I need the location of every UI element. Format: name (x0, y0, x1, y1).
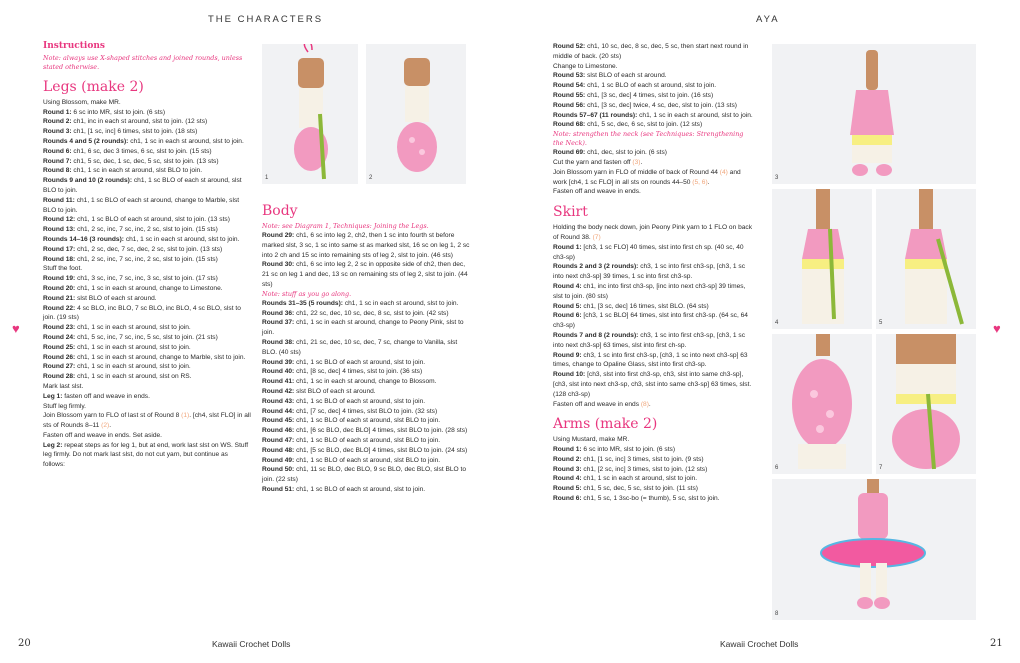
pattern-row: Round 12: ch1, 1 sc BLO of each st around, slst to join. (13 sts) (43, 216, 230, 224)
fasten-off: Fasten off and weave in ends. (553, 188, 641, 196)
skirt-end: Fasten off and weave in ends (8). (553, 400, 651, 408)
pattern-row: Rounds 9 and 10 (2 rounds): ch1, 1 sc BLO of each st around, slst BLO to join. (43, 177, 242, 194)
pattern-row: Round 55: ch1, [3 sc, dec] 4 times, slst to join. (16 sts) (553, 91, 714, 99)
pattern-row: Round 20: ch1, 1 sc in each st around, change to Limestone. (43, 284, 223, 292)
pattern-row: Round 29: ch1, 6 sc into leg 2, ch2, then 1 sc into fourth st before marked slst, 3 sc, 1 sc into same st as marked slst, 16 sc on leg 1, 2 sc into 2 ch and 15 sc into remaining sts of leg 2, slst to join. (46 sts) (262, 232, 470, 259)
running-header-right: AYA (756, 14, 780, 25)
photo-5-number: 5 (879, 320, 883, 326)
footer-title-right: Kawaii Crochet Dolls (720, 639, 799, 649)
body-heading: Body (262, 203, 298, 219)
pattern-row: Round 44: ch1, [7 sc, dec] 4 times, slst BLO to join. (32 sts) (262, 407, 438, 415)
pattern-row: Round 50: ch1, 11 sc BLO, dec BLO, 9 sc BLO, dec BLO, slst BLO to join. (22 sts) (262, 466, 467, 484)
pattern-row: Round 17: ch1, 2 sc, dec, 7 sc, dec, 2 sc, slst to join. (13 sts) (43, 245, 223, 253)
pattern-row: Rounds 2 and 3 (2 rounds): ch3, 1 sc into first ch3-sp, [ch3, 1 sc into next ch3-sp] 39 times, 1 sc into first ch3-sp. (553, 263, 746, 281)
pattern-row: Round 38: ch1, 21 sc, dec, 10 sc, dec, 7 sc, change to Vanilla, slst BLO. (40 sts) (262, 338, 458, 356)
pattern-row: Round 1: 6 sc into MR, slst to join. (6 sts) (43, 108, 166, 116)
footer-title-left: Kawaii Crochet Dolls (212, 639, 291, 649)
heart-icon: ♥ (993, 321, 1001, 336)
join-blossom: Join Blossom yarn in FLO of middle of back of Round 44 (4) and work [ch4, 1 sc FLO] in all sts on rounds 44–50 (5, 6). (553, 168, 741, 186)
pattern-row: Round 10: [ch3, slst into first ch3-sp, ch3, slst into same ch3-sp], [ch3, slst into next ch3-sp, ch3, slst into same ch3-sp] 63 times, slst. (128 ch3-sp) (553, 371, 752, 398)
pattern-row: Round 56: ch1, [3 sc, dec] twice, 4 sc, dec, slst to join. (13 sts) (553, 101, 737, 109)
photo-1 (262, 44, 358, 184)
pattern-row: Round 1: 6 sc into MR, slst to join. (6 sts) (553, 446, 676, 454)
pattern-row: Round 5: ch1, 5 sc, dec, 5 sc, slst to join. (11 sts) (553, 485, 698, 493)
pattern-row: Round 1: [ch3, 1 sc FLO] 40 times, slst into first ch sp. (40 sc, 40 ch3-sp) (553, 243, 744, 261)
pattern-row: Round 28: ch1, 1 sc in each st around, slst on RS. (43, 373, 192, 381)
photo-5 (876, 189, 976, 329)
pattern-row: Rounds 57–67 (11 rounds): ch1, 1 sc in each st around, slst to join. (553, 111, 753, 119)
running-header-left: THE CHARACTERS (208, 14, 324, 25)
neck-note: Note: strengthen the neck (see Techniques: Strengthening the Neck). (553, 130, 744, 148)
pattern-row: Round 9: ch3, 1 sc into first ch3-sp, [ch3, 1 sc into next ch3-sp] 63 times, change to Opaline Glass, slst into first ch3-sp. (553, 351, 748, 369)
page-number-left: 20 (18, 638, 31, 649)
photo-2 (366, 44, 466, 184)
pattern-row: Round 48: ch1, [5 sc BLO, dec BLO] 4 times, slst BLO to join. (24 sts) (262, 446, 468, 454)
pattern-row: Round 46: ch1, [6 sc BLO, dec BLO] 4 times, slst BLO to join. (28 sts) (262, 427, 468, 435)
pattern-row: Round 39: ch1, 1 sc BLO of each st around, slst to join. (262, 358, 426, 366)
pattern-row: Round 3: ch1, [2 sc, inc] 3 times, slst to join. (12 sts) (553, 465, 708, 473)
pattern-row: Round 47: ch1, 1 sc BLO of each st around, slst BLO to join. (262, 436, 441, 444)
skirt-intro: Holding the body neck down, join Peony Pink yarn to 1 FLO on back of Round 38. (7) (553, 224, 753, 241)
pattern-row: Round 53: slst BLO of each st around. (553, 72, 667, 80)
page-number-right: 21 (990, 638, 1003, 649)
pattern-row: Rounds 7 and 8 (2 rounds): ch3, 1 sc into first ch3-sp, [ch3, 1 sc into next ch3-sp] 63 times, slst into first ch-sp. (553, 331, 746, 349)
pattern-row: Round 54: ch1, 1 sc BLO of each st around, slst to join. (553, 82, 717, 90)
pattern-row: Round 6: ch1, 5 sc, 1 3sc-bo (= thumb), 5 sc, slst to join. (553, 495, 720, 503)
pattern-row: Round 4: ch1, inc into first ch3-sp, [inc into next ch3-sp] 39 times, slst to join. (80 sts) (553, 282, 746, 300)
pattern-row: Round 68: ch1, 5 sc, dec, 6 sc, slst to join. (12 sts) (553, 121, 703, 129)
pattern-row: Rounds 14–16 (3 rounds): ch1, 1 sc in each st around, slst to join. (43, 235, 240, 243)
photo-7 (876, 334, 976, 474)
pattern-row: Round 27: ch1, 1 sc in each st around, slst to join. (43, 363, 191, 371)
pattern-row: Round 40: ch1, [8 sc, dec] 4 times, slst to join. (36 sts) (262, 368, 423, 376)
pattern-row: Round 26: ch1, 1 sc in each st around, change to Marble, slst to join. (43, 353, 246, 361)
instructions-heading: Instructions (43, 41, 105, 51)
pattern-row: Change to Limestone. (553, 62, 618, 70)
pattern-row: Round 24: ch1, 5 sc, inc, 7 sc, inc, 5 sc, slst to join. (21 sts) (43, 333, 218, 341)
pattern-row: Round 19: ch1, 3 sc, inc, 7 sc, inc, 3 sc, slst to join. (17 sts) (43, 275, 218, 283)
photo-4 (772, 189, 872, 329)
body-note: Note: see Diagram 1, Techniques: Joining the Legs. (262, 222, 429, 230)
pattern-row: Round 25: ch1, 1 sc in each st around, slst to join. (43, 343, 191, 351)
pattern-row: Fasten off and weave in ends. Set aside. (43, 431, 163, 439)
photo-8 (772, 479, 976, 620)
legs-using: Using Blossom, make MR. (43, 98, 121, 106)
photo-2-number: 2 (369, 175, 373, 181)
photo-8-number: 8 (775, 611, 779, 617)
pattern-row: Round 18: ch1, 2 sc, inc, 7 sc, inc, 2 sc, slst to join. (15 sts) (43, 255, 218, 263)
pattern-row: Round 2: ch1, [1 sc, inc] 3 times, slst to join. (9 sts) (553, 455, 704, 463)
photo-1-number: 1 (265, 175, 269, 181)
pattern-row: Round 7: ch1, 5 sc, dec, 1 sc, dec, 5 sc, slst to join. (13 sts) (43, 157, 219, 165)
pattern-row: Round 30: ch1, 6 sc into leg 2, 2 sc in opposite side of ch2, then dec, 21 sc on leg 1 and dec, 13 sc on remaining sts of leg 2, slst to join. (44 sts) (262, 261, 468, 288)
pattern-row: Round 52: ch1, 10 sc, dec, 8 sc, dec, 5 sc, then start next round in middle of back. (20 sts) (553, 43, 749, 60)
pattern-row: Round 11: ch1, 1 sc BLO of each st around, change to Marble, slst BLO to join. (43, 196, 240, 214)
photo-7-number: 7 (879, 465, 883, 471)
pattern-row: Mark last slst. (43, 382, 84, 390)
heart-icon: ♥ (12, 321, 20, 336)
skirt-heading: Skirt (553, 204, 588, 221)
photo-4-number: 4 (775, 320, 779, 326)
photo-6-number: 6 (775, 465, 779, 471)
pattern-row: Rounds 31–35 (5 rounds): ch1, 1 sc in each st around, slst to join. (262, 299, 459, 307)
pattern-row: Round 2: ch1, inc in each st around, slst to join. (12 sts) (43, 118, 208, 126)
pattern-row: Round 5: ch1, [3 sc, dec] 16 times, slst BLO. (64 sts) (553, 302, 709, 310)
photo-3 (772, 44, 976, 184)
pattern-row: Round 6: [ch3, 1 sc BLO] 64 times, slst into first ch3-sp. (64 sc, 64 ch3-sp) (553, 312, 748, 330)
instructions-note: Note: always use X-shaped stitches and joined rounds, unless stated otherwise. (43, 53, 243, 71)
left-column (43, 42, 251, 470)
arms-heading: Arms (make 2) (553, 416, 658, 433)
pattern-row: Round 3: ch1, [1 sc, inc] 6 times, slst to join. (18 sts) (43, 128, 198, 136)
cut-yarn: Cut the yarn and fasten off (3). (553, 158, 643, 166)
pattern-row: Round 41: ch1, 1 sc in each st around, change to Blossom. (262, 378, 437, 386)
photo-6 (772, 334, 872, 474)
arms-using: Using Mustard, make MR. (553, 436, 630, 444)
pattern-row: Stuff the foot. (43, 265, 83, 273)
pattern-row: Round 6: ch1, 6 sc, dec 3 times, 6 sc, slst to join. (15 sts) (43, 147, 212, 155)
join-instruction: Join Blossom yarn to FLO of last st of Round 8 (1). [ch4, slst FLO] in all sts of Rounds 8–11 (2). (43, 412, 251, 430)
pattern-row: Round 45: ch1, 1 sc BLO of each st around, slst BLO to join. (262, 417, 441, 425)
pattern-row: Rounds 4 and 5 (2 rounds): ch1, 1 sc in each st around, slst to join. (43, 137, 244, 145)
pattern-row: Round 13: ch1, 2 sc, inc, 7 sc, inc, 2 sc, slst to join. (15 sts) (43, 226, 218, 234)
right-column (553, 42, 753, 504)
stuff-note: Note: stuff as you go along. (262, 289, 352, 298)
pattern-row: Round 21: slst BLO of each st around. (43, 294, 157, 302)
pattern-row: Leg 2: repeat steps as for leg 1, but at end, work last slst on WS. Stuff leg firmly. Do not mark last slst, do not cut yarn, but continue as follows: (43, 441, 249, 469)
pattern-row: Round 22: 4 sc BLO, inc BLO, 7 sc BLO, inc BLO, 4 sc BLO, slst to join. (19 sts) (43, 304, 241, 322)
pattern-row: Round 8: ch1, 1 sc in each st around, slst BLO to join. (43, 167, 203, 175)
pattern-row: Round 42: slst BLO of each st around. (262, 387, 376, 395)
pattern-row: Leg 1: fasten off and weave in ends. (43, 392, 150, 400)
pattern-row: Round 36: ch1, 22 sc, dec, 10 sc, dec, 8 sc, slst to join. (42 sts) (262, 309, 449, 317)
middle-column (262, 202, 474, 495)
pattern-row: Stuff leg firmly. (43, 402, 86, 410)
legs-heading: Legs (make 2) (43, 78, 144, 95)
pattern-row: Round 23: ch1, 1 sc in each st around, slst to join. (43, 324, 191, 332)
photo-3-number: 3 (775, 175, 779, 181)
round-69: Round 69: ch1, dec, slst to join. (6 sts) (553, 149, 667, 157)
pattern-row: Round 37: ch1, 1 sc in each st around, change to Peony Pink, slst to join. (262, 319, 464, 337)
pattern-row: Round 49: ch1, 1 sc BLO of each st around, slst BLO to join. (262, 456, 441, 464)
pattern-row: Round 43: ch1, 1 sc BLO of each st around, slst to join. (262, 397, 426, 405)
pattern-row: Round 51: ch1, 1 sc BLO of each st around, slst to join. (262, 485, 426, 493)
pattern-row: Round 4: ch1, 1 sc in each st around, slst to join. (553, 475, 698, 483)
